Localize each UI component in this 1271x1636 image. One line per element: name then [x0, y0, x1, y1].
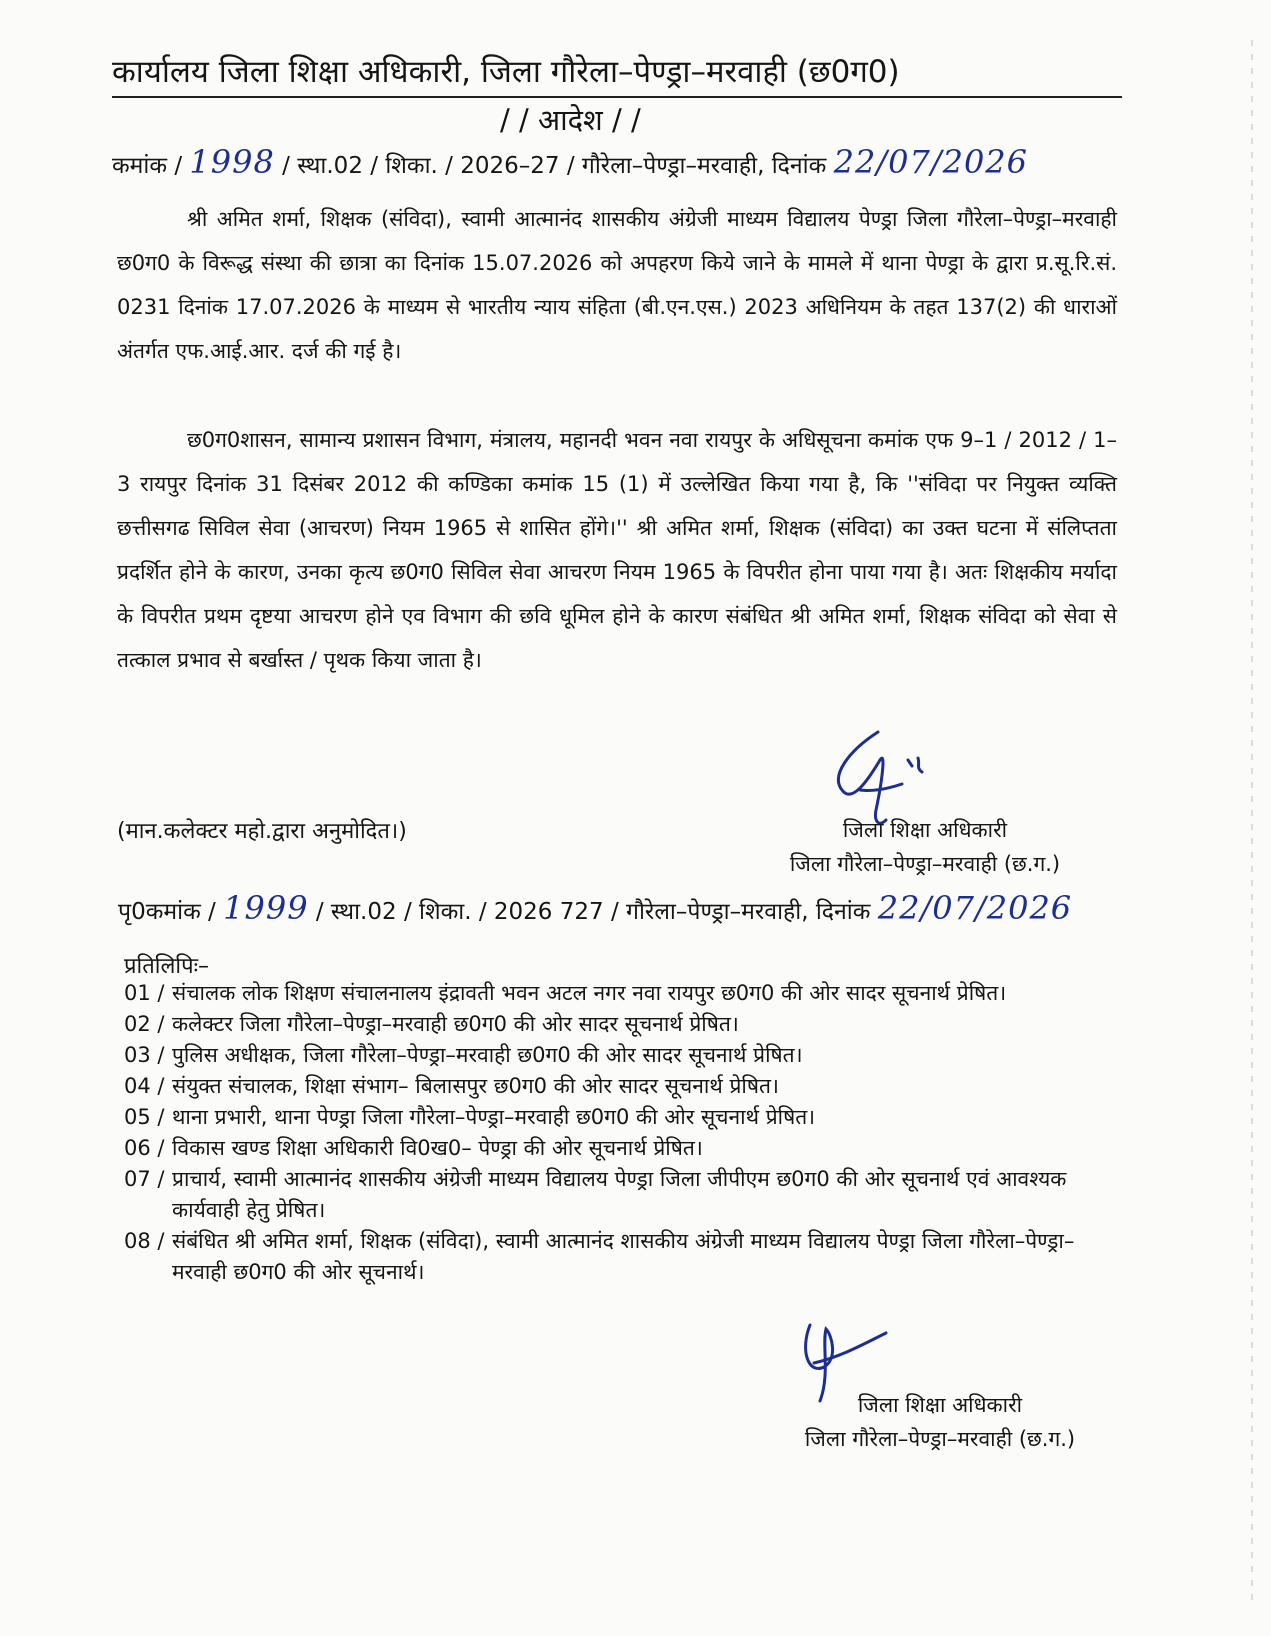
order-heading: / / आदेश / / — [500, 103, 641, 137]
handwritten-endorsement-number: 1999 — [223, 889, 309, 927]
paragraph-dismissal — [117, 418, 1117, 682]
signature-block-1 — [760, 813, 1090, 881]
endorsement-suffix: / स्था.02 / शिका. / 2026 727 / गौरेला–पेण्ड्रा–मरवाही, दिनांक — [315, 899, 871, 925]
ref-suffix: / स्था.02 / शिका. / 2026–27 / गौरेला–पेण्ड्रा–मरवाही, दिनांक — [282, 153, 827, 179]
handwritten-ref-number: 1998 — [189, 143, 275, 181]
paragraph-dismissal-text: छ0ग0शासन, सामान्य प्रशासन विभाग, मंत्रालय, महानदी भवन नवा रायपुर के अधिसूचना कमांक एफ 9–1 / 2012 / 1–3 रायपुर दिनांक 31 दिसंबर 2012 की कण्डिका कमांक 15 (1) में उल्लेखित किया गया है, कि ''संविदा पर नियुक्त व्यक्ति छत्तीसगढ सिविल सेवा (आचरण) नियम 1965 से शासित होंगे।'' श्री अमित शर्मा, शिक्षक (संविदा) का उक्त घटना में संलिप्तता प्रदर्शित होने के कारण, उनका कृत्य छ0ग0 सिविल सेवा आचरण नियम 1965 के विपरीत होना पाया गया है। अतः शिक्षकीय मर्यादा के विपरीत प्रथम दृष्टया आचरण होने एव विभाग की छवि धूमिल होने के कारण संबंधित श्री अमित शर्मा, शिक्षक संविदा को सेवा से तत्काल प्रभाव से बर्खास्त / पृथक किया जाता है। — [117, 428, 1117, 672]
list-item: 07 / प्राचार्य, स्वामी आत्मानंद शासकीय अंग्रेजी माध्यम विद्यालय पेण्ड्रा जिला जीपीएम छ0ग0 की ओर सूचनार्थ एवं आवश्यक कार्यवाही हेतु प्रेषित। — [124, 1167, 1067, 1222]
copy-recipient-list — [124, 978, 1124, 1288]
office-title: कार्यालय जिला शिक्षा अधिकारी, जिला गौरेला–पेण्ड्रा–मरवाही (छ0ग0) — [112, 48, 1122, 98]
paragraph-fir — [117, 197, 1117, 373]
copy-to-label: प्रतिलिपिः– — [124, 954, 210, 979]
paragraph-fir-text: श्री अमित शर्मा, शिक्षक (संविदा), स्वामी आत्मानंद शासकीय अंग्रेजी माध्यम विद्यालय पेण्ड्रा जिला गौरेला–पेण्ड्रा–मरवाही छ0ग0 के विरूद्ध संस्था की छात्रा का दिनांक 15.07.2026 को अपहरण किये जाने के मामले में थाना पेण्ड्रा के द्वारा प्र.सू.रि.सं. 0231 दिनांक 17.07.2026 के माध्यम से भारतीय न्याय संहिता (बी.एन.एस.) 2023 अधिनियम के तहत 137(2) की धाराओं अंतर्गत एफ.आई.आर. दर्ज की गई है। — [117, 207, 1117, 363]
scan-edge — [1251, 40, 1253, 1600]
ref-prefix: कमांक / — [112, 153, 183, 179]
collector-approval-note: (मान.कलेक्टर महो.द्वारा अनुमोदित।) — [117, 819, 407, 844]
list-item: 08 / संबंधित श्री अमित शर्मा, शिक्षक (संविदा), स्वामी आत्मानंद शासकीय अंग्रेजी माध्यम विद्यालय पेण्ड्रा जिला गौरेला–पेण्ड्रा–मरवाही छ0ग0 की ओर सूचनार्थ। — [124, 1229, 1075, 1284]
endorsement-prefix: पृ0कमांक / — [118, 899, 216, 925]
handwritten-endorsement-date: 22/07/2026 — [877, 889, 1073, 927]
list-item: 05 / थाना प्रभारी, थाना पेण्ड्रा जिला गौरेला–पेण्ड्रा–मरवाही छ0ग0 की ओर सूचनार्थ प्रेषित। — [124, 1105, 816, 1129]
list-item: 06 / विकास खण्ड शिक्षा अधिकारी वि0ख0– पेण्ड्रा की ओर सूचनार्थ प्रेषित। — [124, 1136, 703, 1160]
list-item: 04 / संयुक्त संचालक, शिक्षा संभाग– बिलासपुर छ0ग0 की ओर सादर सूचनार्थ प्रेषित। — [124, 1074, 779, 1098]
list-item: 01 / संचालक लोक शिक्षण संचालनालय इंद्रावती भवन अटल नगर नवा रायपुर छ0ग0 की ओर सादर सूचनार्थ प्रेषित। — [124, 981, 1007, 1005]
endorsement-reference-line — [118, 886, 1248, 934]
handwritten-ref-date: 22/07/2026 — [833, 143, 1029, 181]
order-reference-line — [112, 140, 1242, 188]
signature-block-2 — [750, 1388, 1130, 1456]
signatory-designation: जिला शिक्षा अधिकारी — [842, 818, 1008, 842]
list-item: 02 / कलेक्टर जिला गौरेला–पेण्ड्रा–मरवाही छ0ग0 की ओर सादर सूचनार्थ प्रेषित। — [124, 1012, 739, 1036]
signatory-designation: जिला शिक्षा अधिकारी — [857, 1393, 1023, 1417]
signatory-district: जिला गौरेला–पेण्ड्रा–मरवाही (छ.ग.) — [789, 852, 1061, 876]
list-item: 03 / पुलिस अधीक्षक, जिला गौरेला–पेण्ड्रा–मरवाही छ0ग0 की ओर सादर सूचनार्थ प्रेषित। — [124, 1043, 803, 1067]
signatory-district: जिला गौरेला–पेण्ड्रा–मरवाही (छ.ग.) — [804, 1427, 1076, 1451]
